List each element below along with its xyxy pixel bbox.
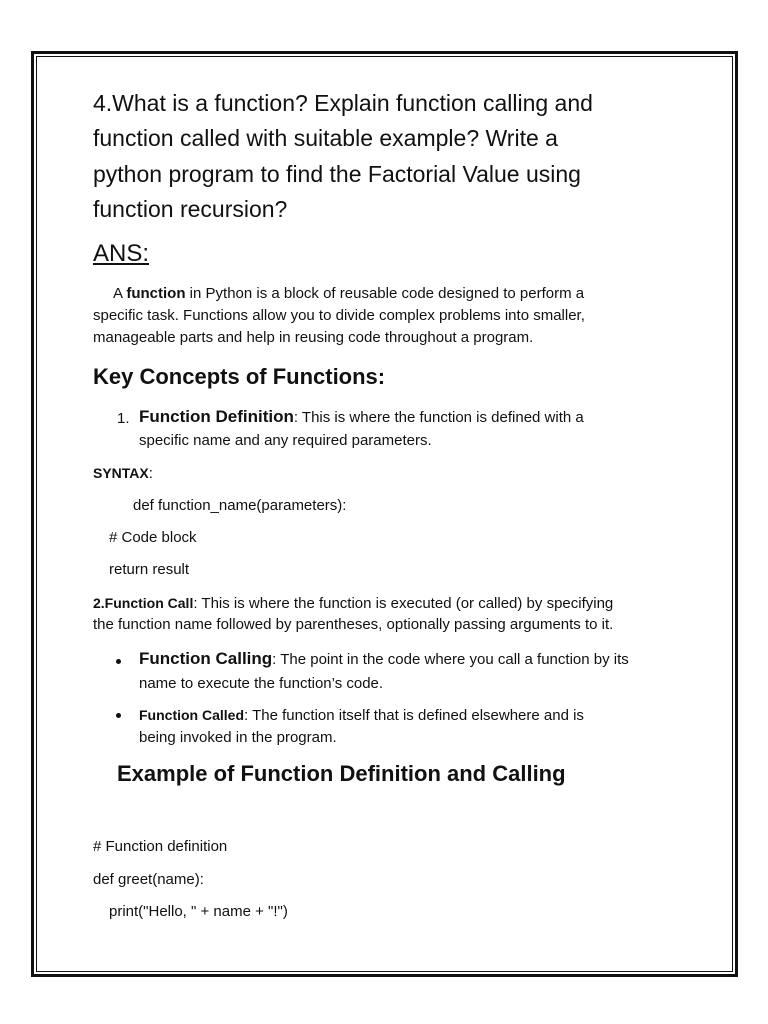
- call-line-2: the function name followed by parentheses, optionally passing arguments to it.: [93, 616, 614, 633]
- call-term: 2.Function Call: [93, 595, 194, 611]
- bullet-calling-line-2: name to execute the function’s code.: [139, 675, 384, 692]
- key-concepts-heading: Key Concepts of Functions:: [93, 364, 386, 389]
- answer-label: ANS:: [93, 240, 150, 267]
- bullet-calling-line-1-text: : The point in the code where you call a function by its: [272, 651, 629, 668]
- syntax-colon: :: [148, 465, 153, 482]
- code-print-line: print("Hello, " + name + "!"): [109, 903, 288, 920]
- intro-prefix: A: [113, 285, 127, 302]
- definition-number: 1.: [117, 410, 130, 427]
- bullet-called-line-2: being invoked in the program.: [139, 729, 337, 746]
- intro-line-1-text: in Python is a block of reusable code designed to perform a: [185, 285, 585, 302]
- syntax-comment-line: # Code block: [109, 529, 197, 546]
- bullet-called-line-1: [139, 704, 584, 727]
- intro-line-1: [113, 283, 584, 305]
- bullet-dot-icon: [116, 713, 121, 718]
- syntax-label-line: [93, 462, 153, 485]
- intro-line-2: specific task. Functions allow you to divide complex problems into smaller,: [93, 307, 585, 324]
- intro-line-3: manageable parts and help in reusing code throughout a program.: [93, 329, 534, 346]
- question-line-2: function called with suitable example? Write a: [93, 125, 558, 151]
- definition-line-1: [139, 406, 584, 429]
- call-line-1: [93, 592, 613, 615]
- bullet-called-line-1-text: : The function itself that is defined elsewhere and is: [244, 707, 584, 724]
- bullet-calling-term: Function Calling: [139, 649, 273, 668]
- syntax-return-line: return result: [109, 561, 190, 578]
- example-heading: Example of Function Definition and Calling: [117, 761, 566, 786]
- code-def-line: def greet(name):: [93, 871, 204, 888]
- code-comment-line: # Function definition: [93, 838, 228, 855]
- call-line-1-text: : This is where the function is executed (or called) by specifying: [193, 595, 614, 612]
- definition-line-2: specific name and any required parameters.: [139, 432, 432, 449]
- question-line-3: python program to find the Factorial Value using: [93, 161, 581, 187]
- definition-line-1-text: : This is where the function is defined with a: [293, 409, 584, 426]
- intro-term: function: [126, 285, 186, 302]
- question-line-1: 4.What is a function? Explain function calling and: [93, 90, 593, 116]
- bullet-called-term: Function Called: [139, 707, 244, 723]
- question-line-4: function recursion?: [93, 196, 288, 222]
- definition-term: Function Definition: [139, 407, 294, 426]
- syntax-def-line: def function_name(parameters):: [133, 497, 347, 514]
- bullet-dot-icon: [116, 659, 121, 664]
- syntax-label: SYNTAX: [93, 465, 149, 481]
- bullet-calling-line-1: [139, 648, 629, 671]
